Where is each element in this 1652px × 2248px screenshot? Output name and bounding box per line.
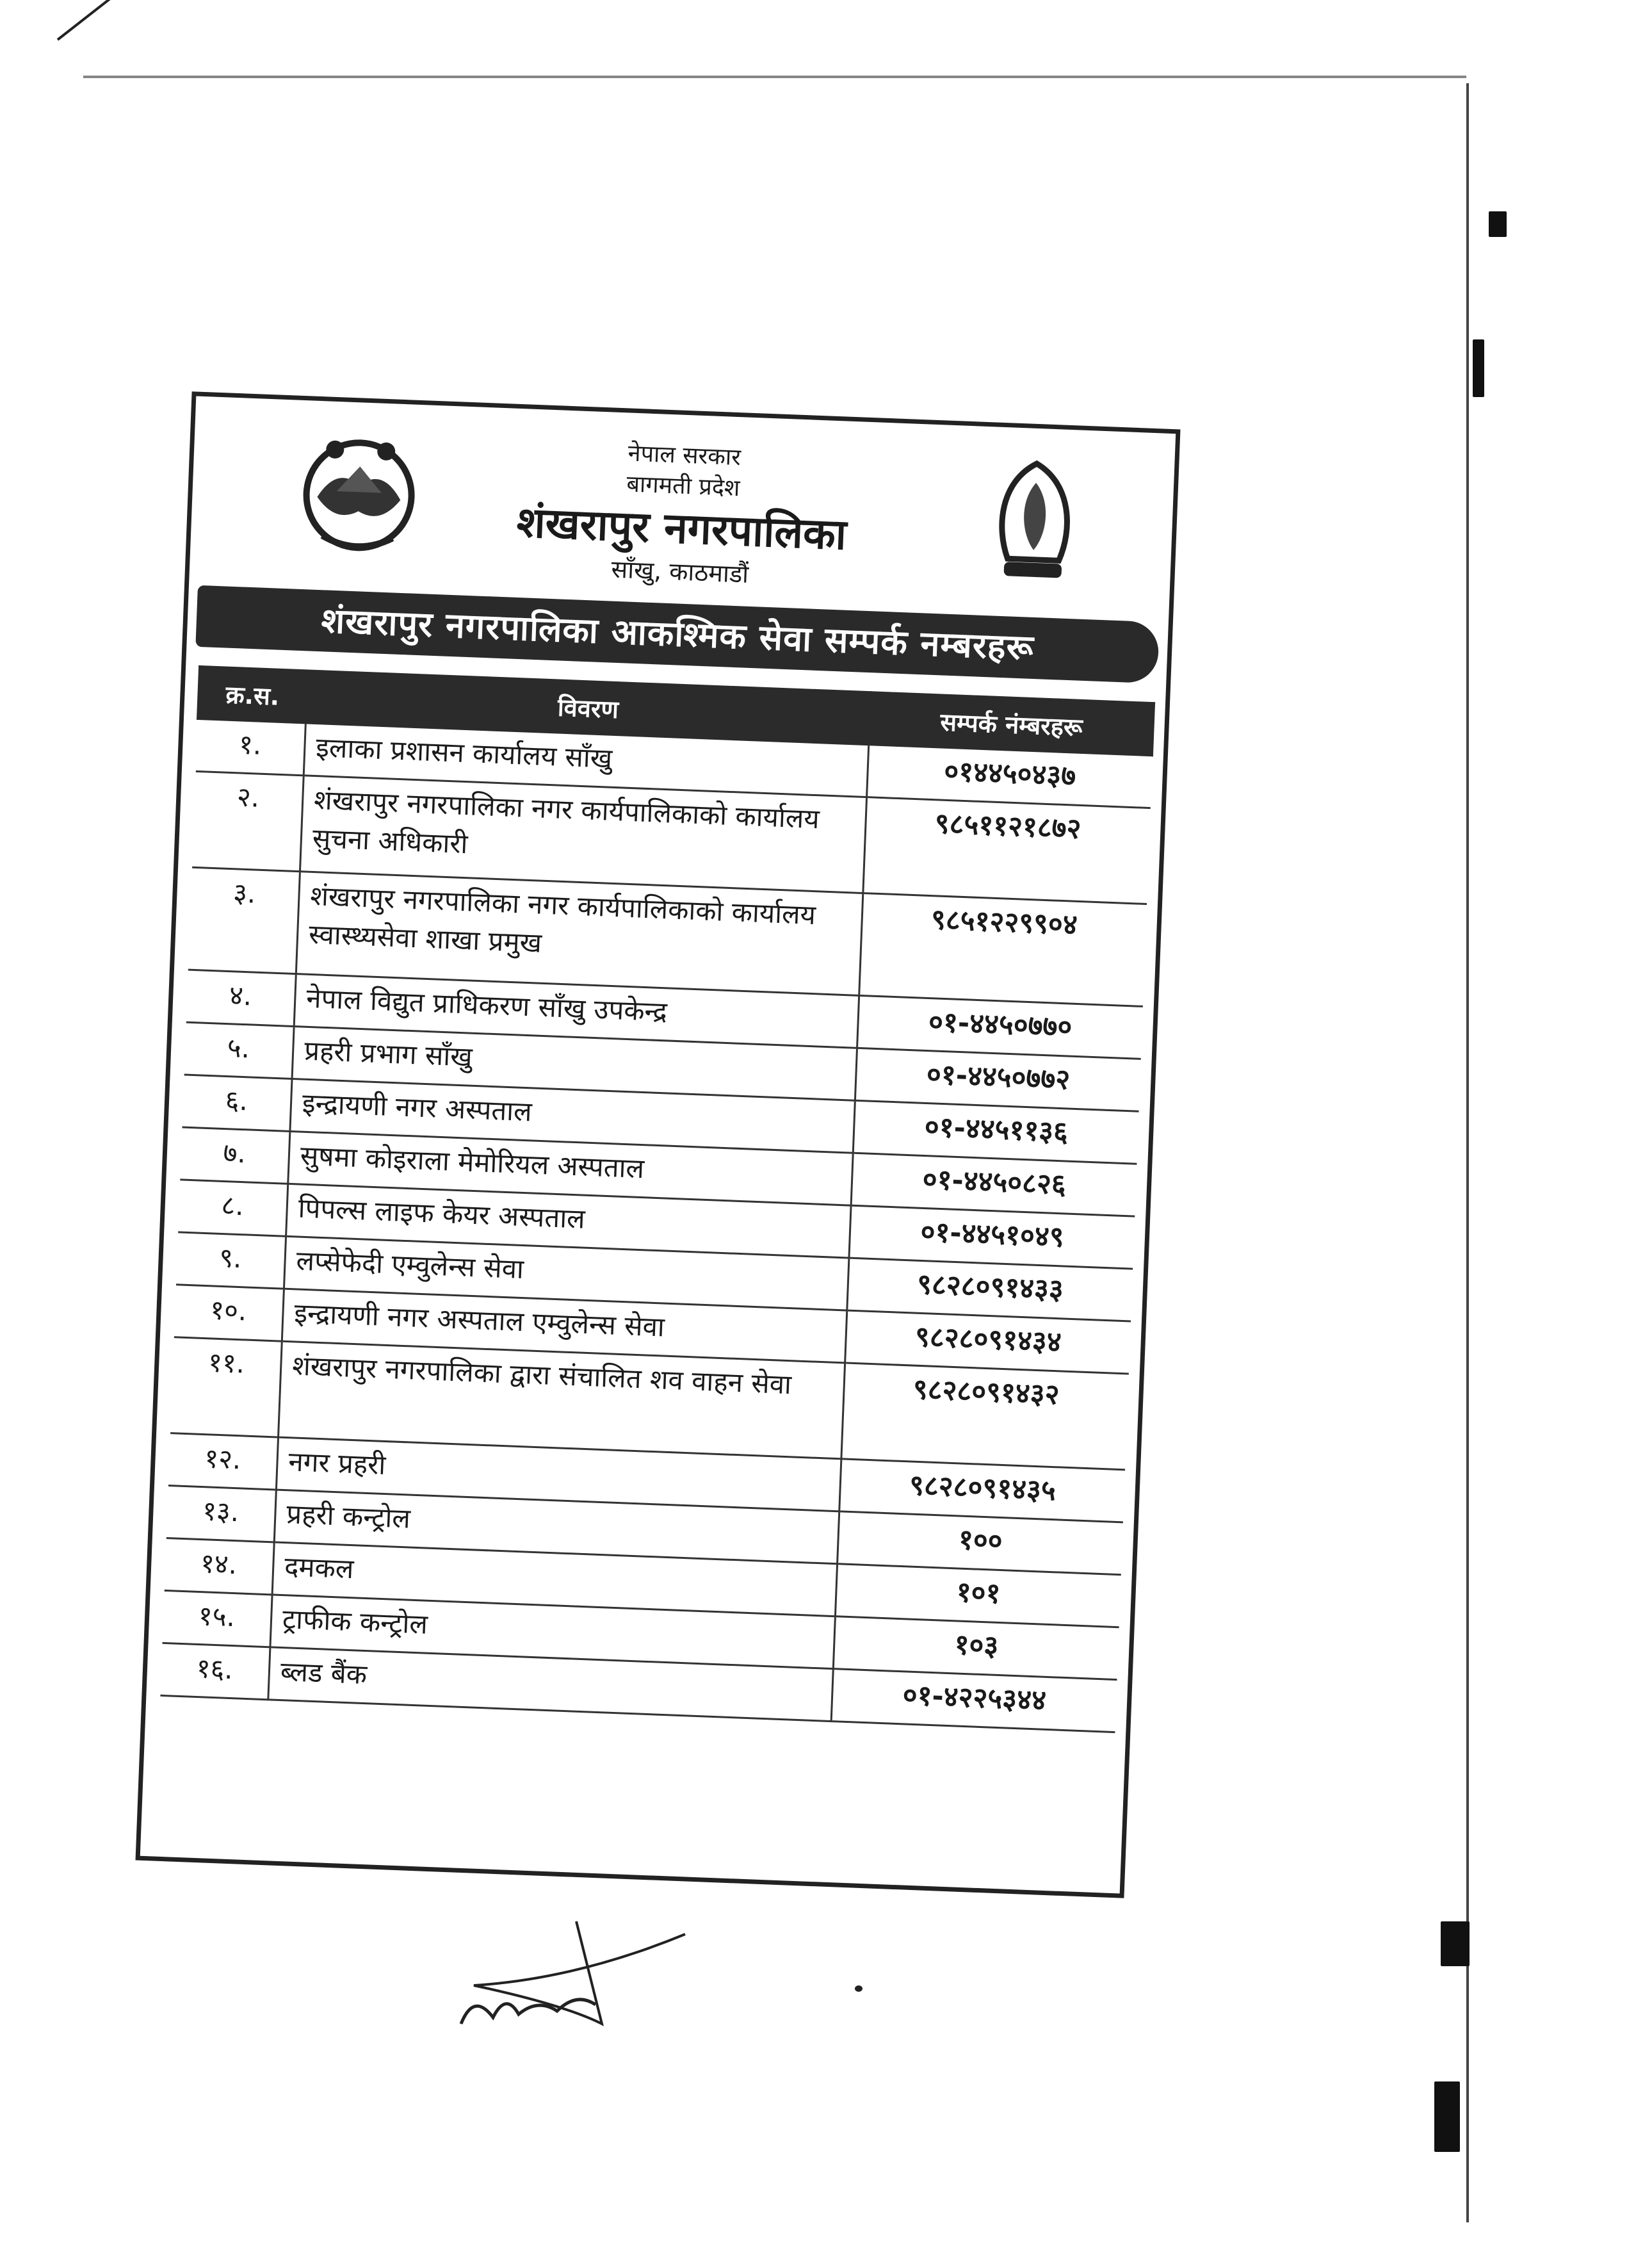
row-serial: १५. <box>162 1590 272 1647</box>
row-serial: १०. <box>174 1285 284 1341</box>
row-phone: १०३ <box>833 1617 1119 1680</box>
row-description: इन्द्रायणी नगर अस्पताल एम्वुलेन्स सेवा <box>282 1289 846 1363</box>
row-phone: ९८२८०९१४३२ <box>841 1363 1129 1470</box>
column-header-serial: क्र.स. <box>198 666 308 722</box>
row-phone: ०१-४४५०७७० <box>857 995 1142 1059</box>
conch-shell-logo-icon <box>984 455 1085 587</box>
row-description: ब्लड बैंक <box>268 1647 833 1722</box>
municipality-address: साँखु, काठमाडौं <box>610 555 749 589</box>
row-serial: ८. <box>178 1180 288 1236</box>
row-description: इन्द्रायणी नगर अस्पताल <box>290 1079 855 1153</box>
row-serial: ९. <box>176 1232 286 1289</box>
row-description: शंखरापुर नगरपालिका नगर कार्यपालिकाको कार्यालय स्वास्थ्यसेवा शाखा प्रमुख <box>296 872 862 996</box>
row-serial: १२. <box>168 1433 279 1490</box>
notice-banner-title: शंखरापुर नगरपालिका आकश्मिक सेवा सम्पर्क नम्बरहरू <box>195 585 1160 684</box>
scan-dust-dot <box>855 1985 862 1992</box>
row-serial: ७. <box>180 1127 290 1184</box>
row-description: इलाका प्रशासन कार्यालय साँखु <box>304 723 868 797</box>
row-serial: १. <box>195 719 305 775</box>
column-header-contact: सम्पर्क नंम्बरहरू <box>869 692 1154 756</box>
row-description: नगर प्रहरी <box>276 1437 841 1511</box>
row-description: शंखरापुर नगरपालिका द्वारा संचालित शव वाहन सेवा <box>279 1341 845 1459</box>
row-description: दमकल <box>272 1542 837 1617</box>
row-phone: ०१-४४५०८२६ <box>851 1153 1137 1216</box>
scan-corner-mark <box>57 0 134 41</box>
row-description: पिपल्स लाइफ केयर अस्पताल <box>286 1184 851 1258</box>
row-serial: ६. <box>182 1075 292 1131</box>
scan-page-edge-right <box>1466 83 1469 2222</box>
row-serial: १६. <box>160 1643 270 1699</box>
row-phone: ९८२८०९१४३३ <box>847 1258 1133 1321</box>
row-phone: १०० <box>837 1511 1122 1575</box>
row-phone: ०१-४४५०७७२ <box>855 1048 1140 1111</box>
emergency-contact-notice <box>136 391 1181 1898</box>
scan-page-edge-top <box>83 76 1466 78</box>
row-phone: ०१-४४५११३६ <box>853 1100 1138 1164</box>
row-phone: १०१ <box>835 1564 1121 1627</box>
row-description: शंखरापुर नगरपालिका नगर कार्यपालिकाको कार्यालय सुचना अधिकारी <box>300 776 866 893</box>
notice-header <box>189 396 1176 616</box>
row-serial: ४. <box>186 970 296 1026</box>
row-serial: ५. <box>184 1022 294 1079</box>
row-serial: १४. <box>164 1538 274 1594</box>
row-serial: २. <box>192 771 304 871</box>
scan-dust <box>1473 339 1484 397</box>
row-serial: १३. <box>166 1486 276 1542</box>
row-description: प्रहरी प्रभाग साँखु <box>292 1027 857 1101</box>
scan-dust <box>1441 1921 1470 1966</box>
row-phone: ०१-४२२५३४४ <box>831 1669 1117 1732</box>
column-header-description: विवरण <box>305 671 870 745</box>
row-phone: ९८५१२२९९०४ <box>859 893 1146 1006</box>
scan-dust <box>1434 2081 1460 2152</box>
row-description: लप्सेफेदी एम्वुलेन्स सेवा <box>284 1236 848 1310</box>
row-description: सुषमा कोइराला मेमोरियल अस्पताल <box>288 1131 853 1205</box>
row-phone: ०१४४५०४३७ <box>866 745 1152 808</box>
row-phone: ०१-४४५१०४९ <box>849 1205 1135 1269</box>
row-description: प्रहरी कन्ट्रोल <box>274 1490 839 1564</box>
scan-dust <box>1489 211 1507 237</box>
row-phone: ९८२८०९१४३५ <box>839 1459 1125 1522</box>
row-serial: ३. <box>188 867 300 973</box>
contacts-table <box>159 665 1155 1733</box>
row-serial: ११. <box>170 1337 282 1437</box>
province-name: बागमती प्रदेश <box>626 471 741 502</box>
government-name: नेपाल सरकार <box>627 440 741 471</box>
row-description: ट्राफीक कन्ट्रोल <box>270 1595 835 1669</box>
handwritten-signature-icon <box>448 1896 692 2037</box>
row-description: नेपाल विद्युत प्राधिकरण साँखु उपकेन्द्र <box>294 974 859 1048</box>
row-phone: ९८२८०९१४३४ <box>845 1310 1130 1374</box>
row-phone: ९८५११२१८७२ <box>863 797 1151 904</box>
municipality-name: शंखरापुर नगरपालिका <box>515 497 848 560</box>
